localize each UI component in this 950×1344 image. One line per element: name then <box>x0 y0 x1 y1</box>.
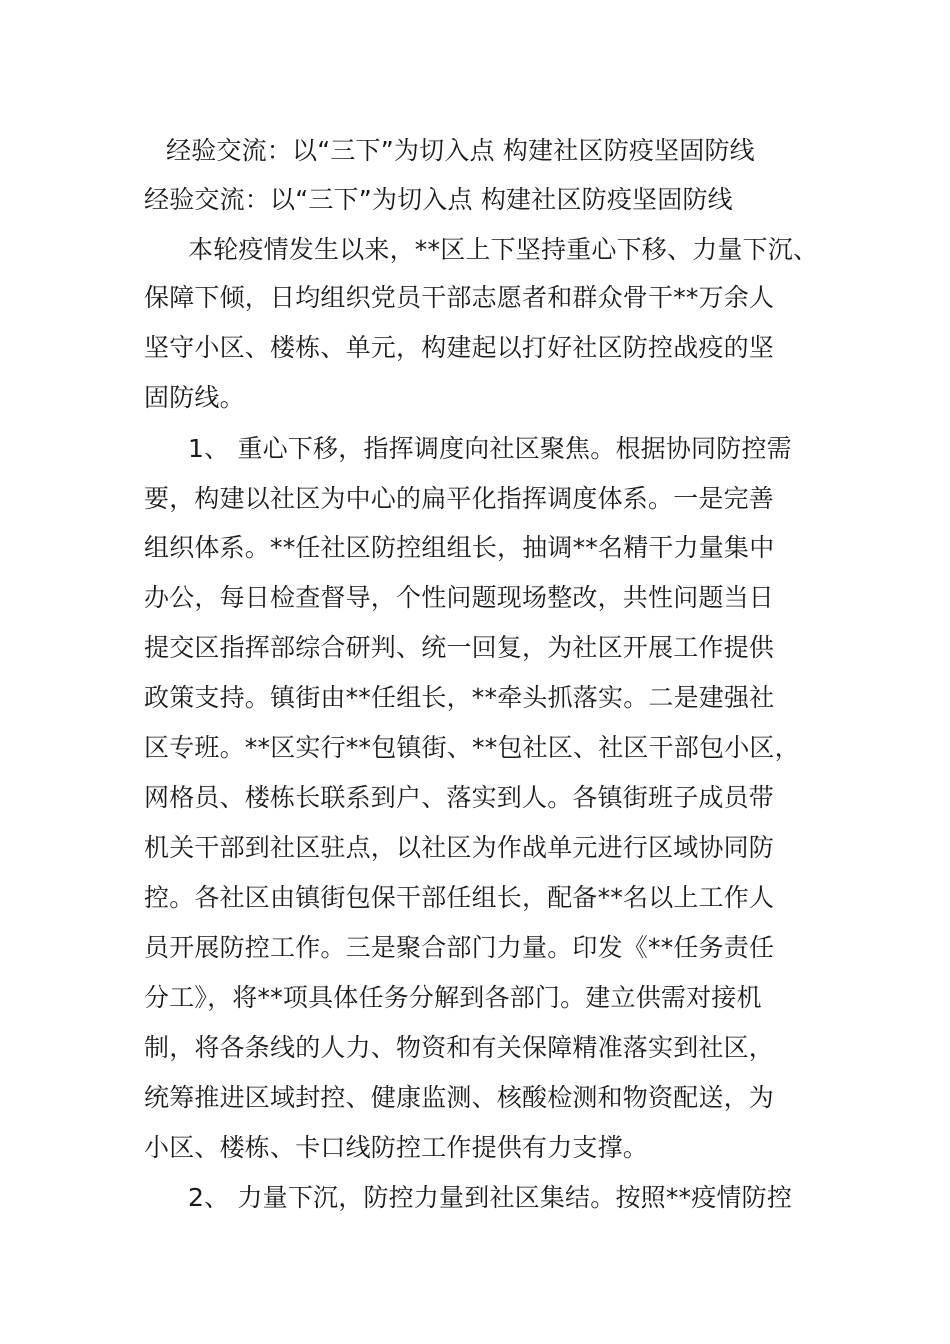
paragraph-line: 统筹推进区域封控、健康监测、核酸检测和物资配送，为 <box>144 1083 775 1112</box>
paragraph-line: 1、 重心下移，指挥调度向社区聚焦。根据协同防控需 <box>188 434 792 463</box>
paragraph-line: 提交区指挥部综合研判、统一回复，为社区开展工作提供 <box>144 633 775 662</box>
paragraph-line: 制，将各条线的人力、物资和有关保障精准落实到社区， <box>144 1033 775 1062</box>
document-title-line: 经验交流：以“三下”为切入点 构建社区防疫坚固防线 <box>166 136 755 165</box>
paragraph-line: 固防线。 <box>144 383 245 412</box>
paragraph-line: 分工》，将**项具体任务分解到各部门。建立供需对接机 <box>144 983 762 1012</box>
paragraph-line: 网格员、楼栋长联系到户、落实到人。各镇街班子成员带 <box>144 783 775 812</box>
paragraph-line: 2、 力量下沉，防控力量到社区集结。按照**疫情防控 <box>188 1183 793 1212</box>
paragraph-line: 组织体系。**任社区防控组组长，抽调**名精干力量集中 <box>144 533 775 562</box>
paragraph-line: 坚守小区、楼栋、单元，构建起以打好社区防控战疫的坚 <box>144 333 775 362</box>
paragraph-line: 机关干部到社区驻点，以社区为作战单元进行区域协同防 <box>144 833 775 862</box>
paragraph-line: 要，构建以社区为中心的扁平化指挥调度体系。一是完善 <box>144 484 775 513</box>
paragraph-line: 政策支持。镇街由**任组长，**牵头抓落实。二是建强社 <box>144 683 775 712</box>
paragraph-line: 本轮疫情发生以来，**区上下坚持重心下移、力量下沉、 <box>188 235 819 264</box>
paragraph-line: 保障下倾，日均组织党员干部志愿者和群众骨干**万余人 <box>144 283 775 312</box>
paragraph-line: 办公，每日检查督导，个性问题现场整改，共性问题当日 <box>144 583 775 612</box>
paragraph-line: 控。各社区由镇街包保干部任组长，配备**名以上工作人 <box>144 883 775 912</box>
paragraph-line: 小区、楼栋、卡口线防控工作提供有力支撑。 <box>144 1133 649 1162</box>
paragraph-line: 区专班。**区实行**包镇街、**包社区、社区干部包小区， <box>144 733 800 762</box>
paragraph-line: 员开展防控工作。三是聚合部门力量。印发《**任务责任 <box>144 933 775 962</box>
document-title-line: 经验交流：以“三下”为切入点 构建社区防疫坚固防线 <box>144 185 733 214</box>
